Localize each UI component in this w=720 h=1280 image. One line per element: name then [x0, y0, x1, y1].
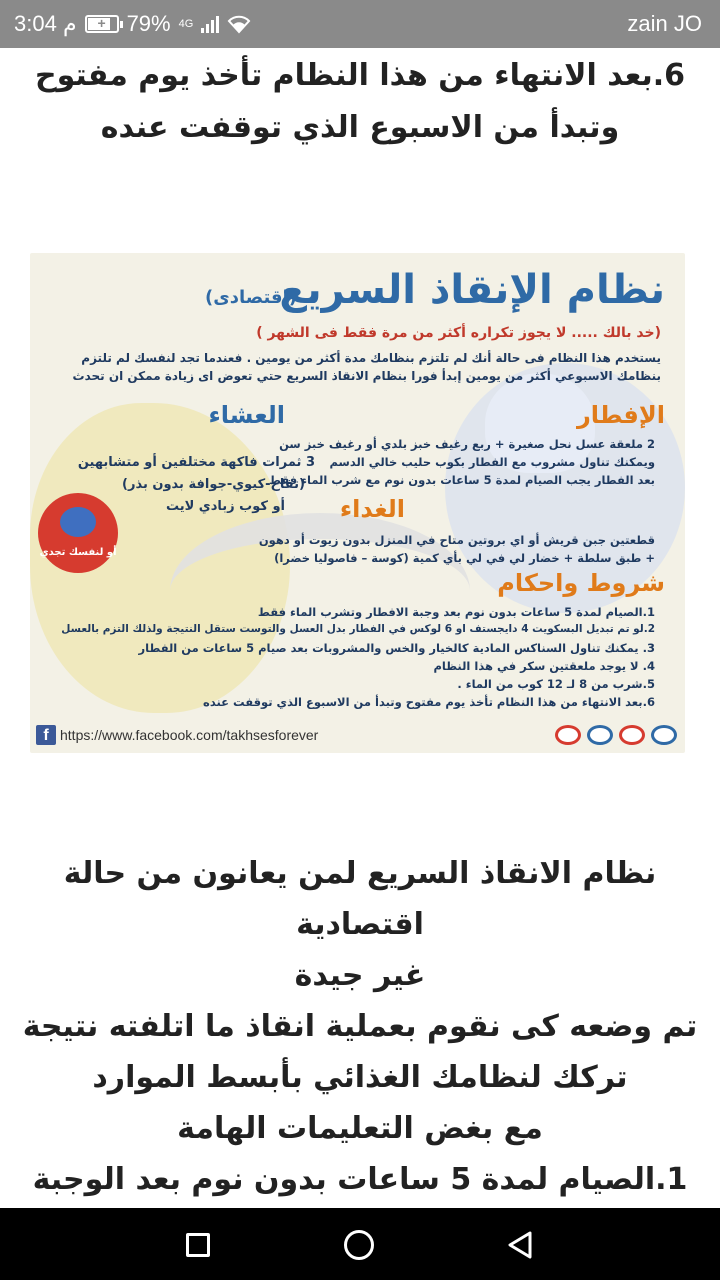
condition-item: 5.شرب من 8 لـ 12 كوب من الماء .: [457, 677, 655, 691]
battery-icon: +: [85, 15, 119, 33]
breakfast-heading: الإفطار: [576, 401, 665, 429]
text-line: تركك لنظامك الغذائي بأبسط الموارد: [92, 1060, 628, 1095]
facebook-icon: f: [36, 725, 56, 745]
dinner-heading: العشاء: [208, 401, 285, 429]
poster-title: نظام الإنقاذ السريع: [279, 267, 665, 313]
battery-percent: 79%: [126, 11, 171, 36]
status-bar: [0, 0, 720, 48]
article-body-text: [0, 848, 720, 1256]
diet-poster-image[interactable]: [30, 253, 685, 753]
poster-intro-line: بنظامك الاسبوعي أكثر من يومين إبدأ فورا بنظام الانقاذ السريع حتي تعوض اى زيادة ممكن ان تحدث: [72, 369, 661, 383]
network-type: 4G: [178, 18, 194, 30]
partner-logos: [555, 725, 677, 745]
wifi-icon: [227, 15, 251, 33]
dinner-line: 3 ثمرات فاكهة مختلفين أو متشابهين: [77, 455, 315, 470]
logo-icon: [651, 725, 677, 745]
text-line: 1.الصيام لمدة 5 ساعات بدون نوم بعد الوجبة: [32, 1162, 688, 1197]
condition-item: 3. يمكنك تناول السناكس المادية كالخيار والخس والمشروبات بعد صيام 5 ساعات من الفطار: [138, 641, 655, 655]
logo-icon: [619, 725, 645, 745]
conditions-heading: شروط واحكام: [497, 569, 665, 597]
condition-item: 4. لا يوجد ملعقتين سكر في هذا النظام: [433, 659, 655, 673]
home-button[interactable]: [344, 1230, 374, 1260]
lunch-line: + طبق سلطة + خضار لي في لي بأي كمية (كوسة – فاصوليا خضرا): [274, 551, 655, 565]
signal-icon: [201, 15, 219, 33]
status-time: 3:04 م: [14, 11, 77, 36]
text-line: نظام الانقاذ السريع لمن يعانون من حالة اقتصادية: [63, 856, 657, 942]
lunch-line: قطعتين جبن قريش أو اي بروتين متاح في المنزل بدون زيوت أو دهون: [258, 533, 655, 547]
text-line: غير جيدة: [294, 958, 426, 993]
logo-icon: [587, 725, 613, 745]
text-line: تم وضعه كى نقوم بعملية انقاذ ما اتلفته نتيجة: [22, 1009, 698, 1044]
breakfast-line: ويمكنك تناول مشروب مع الفطار بكوب حليب خالي الدسم: [329, 455, 655, 469]
article-content[interactable]: [0, 48, 720, 1208]
dinner-line: أو كوب زبادي لايت: [165, 499, 285, 514]
poster-warning-note: (خد بالك ..... لا يجوز تكراره أكثر من مرة فقط فى الشهر ): [256, 325, 661, 341]
dinner-line: (تفاح-كيوي-جوافة بدون بذر): [122, 477, 305, 492]
breakfast-line: 2 ملعقة عسل نحل صغيرة + ربع رغيف خبز بلدي أو رغيف خبز سن: [279, 437, 655, 451]
logo-icon: [555, 725, 581, 745]
figure-icon: [60, 507, 96, 537]
navigation-bar: [0, 1208, 720, 1280]
badge-text: أو لنفسك تجدي: [39, 547, 117, 558]
back-button[interactable]: [506, 1230, 534, 1260]
article-top-text: [0, 48, 720, 154]
facebook-link: [36, 725, 318, 745]
poster-intro-line: يستخدم هذا النظام فى حالة أنك لم تلتزم بنظامك مدة أكثر من يومين . فعندما تجد لنفسك لم تلتزم: [81, 351, 661, 365]
condition-item: 2.لو تم تبديل البسكويت 4 دايجستف او 6 لوكس في الفطار بدل العسل والتوست ستقل النتيجة ولذلك التزم بالعسل: [61, 623, 655, 635]
lunch-heading: الغداء: [339, 495, 405, 523]
poster-subtitle: (إقتصادى): [205, 287, 297, 308]
text-line: مع بغض التعليمات الهامة: [177, 1111, 543, 1146]
facebook-url: https://www.facebook.com/takhsesforever: [60, 727, 319, 743]
breakfast-line: بعد الفطار يجب الصيام لمدة 5 ساعات بدون نوم مع شرب الماء فقط: [269, 473, 655, 487]
badge-logo: [38, 493, 118, 573]
status-left: [14, 11, 251, 37]
text-line: وتبدأ من الاسبوع الذي توقفت عنده: [100, 110, 620, 145]
condition-item: 6.بعد الانتهاء من هذا النظام تأخذ يوم مفتوح وتبدأ من الاسبوع الذي توقفت عنده: [203, 695, 655, 709]
text-line: 6.بعد الانتهاء من هذا النظام تأخذ يوم مفتوح: [34, 58, 686, 93]
carrier-name: zain JO: [627, 11, 702, 36]
recents-button[interactable]: [186, 1233, 210, 1257]
condition-item: 1.الصيام لمدة 5 ساعات بدون نوم بعد وجبة الافطار وتشرب الماء فقط: [257, 605, 655, 619]
